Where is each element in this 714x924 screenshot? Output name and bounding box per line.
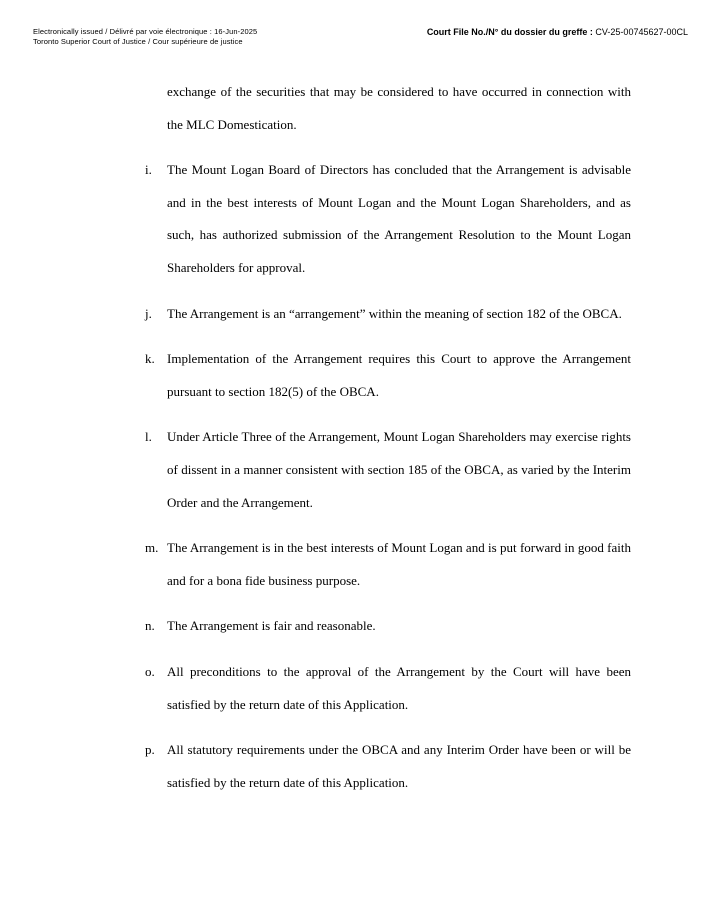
list-item [145,343,631,408]
list-item-marker: l. [145,429,152,445]
list-item-marker: n. [145,618,155,634]
list-item-marker: p. [145,742,155,758]
list-item [145,532,631,597]
court-file-number-block [427,27,688,38]
list-item-text: Under Article Three of the Arrangement, Mount Logan Shareholders may exercise rights of dissent in a manner consistent with section 185 of the OBCA, as varied by the Interim Order and the Arrangement. [167,429,631,510]
court-file-number: CV-25-00745627-00CL [592,27,688,37]
list-item-text: All statutory requirements under the OBCA and any Interim Order have been or will be satisfied by the return date of this Application. [167,742,631,790]
list-item-text: The Arrangement is in the best interests of Mount Logan and is put forward in good faith and for a bona fide business purpose. [167,540,631,588]
list-item [145,610,631,643]
issued-line-1: Electronically issued / Délivré par voie électronique : 16-Jun-2025 [33,27,258,36]
document-body [145,76,631,812]
list-item-text: The Arrangement is fair and reasonable. [167,618,376,634]
list-item [145,154,631,284]
list-item-marker: m. [145,540,159,556]
list-item [145,298,631,331]
list-item-marker: i. [145,162,152,178]
list-item [145,656,631,721]
list-item-text: Implementation of the Arrangement requires this Court to approve the Arrangement pursuant to section 182(5) of the OBCA. [167,351,631,399]
list-item [145,421,631,519]
list-item-marker: k. [145,351,155,367]
list-item-text: The Arrangement is an “arrangement” within the meaning of section 182 of the OBCA. [167,305,622,321]
list-item [145,734,631,799]
list-item-marker: o. [145,663,155,679]
list-item-text: All preconditions to the approval of the Arrangement by the Court will have been satisfied by the return date of this Application. [167,663,631,712]
list-item-marker: j. [145,305,152,321]
list-item-text: The Mount Logan Board of Directors has concluded that the Arrangement is advisable and in the best interests of Mount Logan and the Mount Logan Shareholders, and as such, has authorized submission of the Arrangement Resolution to the Mount Logan Shareholders for approval. [167,162,631,275]
issued-line-2: Toronto Superior Court of Justice / Cour supérieure de justice [33,36,243,46]
paragraph-continuation: exchange of the securities that may be considered to have occurred in connection with the MLC Domestication. [167,84,631,132]
court-file-label: Court File No./N° du dossier du greffe : [426,27,593,37]
electronic-issuance-stamp [33,27,257,46]
page-header [33,27,688,46]
